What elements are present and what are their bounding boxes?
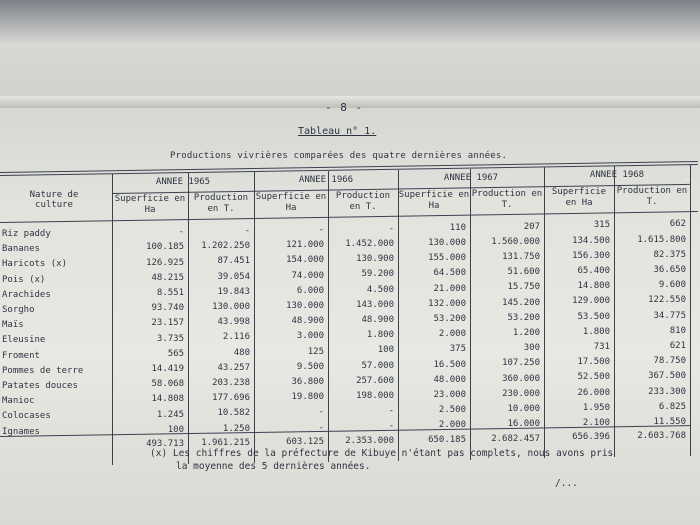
table-cell: 257.600 [356, 375, 394, 386]
table-cell: 1.202.250 [201, 241, 250, 252]
page-number: - 8 - [325, 101, 364, 114]
table-cell: 19.800 [291, 392, 324, 403]
table-cell: 154.000 [286, 255, 324, 266]
table-cell: 51.600 [507, 267, 540, 278]
table-cell: 53.500 [577, 311, 610, 322]
table-cell: 58.068 [151, 379, 184, 390]
table-cell: 130.000 [212, 302, 250, 313]
table-cell: 1.560.000 [491, 236, 540, 247]
table-cell: 110 [449, 222, 466, 233]
row-label: Patates douces [2, 381, 78, 391]
table-cell: 1.615.800 [637, 234, 686, 245]
table-cell: 9.500 [296, 361, 324, 372]
table-cell: - [388, 406, 394, 417]
total-cell: 603.125 [286, 437, 324, 447]
year-header: ANNEE 1965 [155, 177, 211, 188]
table-cell: 17.500 [577, 357, 610, 368]
row-label: Haricots (x) [2, 259, 68, 270]
table-cell: 4.500 [366, 284, 394, 295]
table-cell: 143.000 [356, 299, 394, 310]
table-cell: 8.551 [156, 288, 184, 299]
table-cell: 6.000 [296, 285, 324, 296]
table-cell: 1.200 [512, 328, 540, 338]
year-header: ANNEE 1967 [443, 172, 499, 183]
table-cell: 14.419 [151, 364, 184, 375]
column-header-nature: Nature de culture [29, 190, 79, 210]
table-cell: 16.500 [433, 359, 466, 370]
column-subheader: Superficie en Ha [551, 187, 607, 209]
table-cell: 65.400 [577, 266, 610, 277]
table-cell: 100 [167, 424, 184, 435]
table-cell: 1.800 [582, 326, 610, 337]
row-label: Maïs [2, 320, 24, 331]
table-cell: 360.000 [502, 373, 540, 384]
table-cell: 48.215 [151, 272, 184, 283]
total-cell: 650.185 [428, 434, 466, 445]
table-cell: 82.375 [653, 249, 686, 260]
table-cell: 43.998 [217, 317, 250, 328]
table-cell: 23.000 [433, 389, 466, 400]
table-cell: 36.800 [291, 377, 324, 387]
table-cell: 480 [233, 347, 250, 358]
table-cell: 53.200 [507, 312, 540, 323]
table-cell: 1.800 [366, 330, 394, 341]
continuation-mark: /... [555, 478, 578, 489]
row-label: Colocases [2, 411, 51, 422]
column-subheader: Superficie en Ha [255, 192, 327, 213]
table-title: Tableau n° 1. [298, 126, 377, 137]
table-cell: 126.925 [146, 257, 184, 268]
table-cell: 207 [523, 221, 540, 232]
table-cell: 233.300 [648, 386, 686, 397]
table-cell: 155.000 [428, 253, 466, 264]
table-cell: 53.200 [433, 313, 466, 324]
column-divider [690, 165, 691, 456]
column-subheader: Production en T. [471, 188, 543, 210]
table-cell: - [244, 226, 250, 237]
total-cell: 1.961.215 [201, 438, 250, 449]
table-cell: 145.200 [502, 297, 540, 308]
table-cell: 48.900 [291, 316, 324, 327]
table-cell: 100.185 [146, 242, 184, 253]
table-cell: 129.000 [572, 296, 610, 307]
table-cell: 1.245 [156, 409, 184, 420]
table-cell: 10.000 [507, 404, 540, 414]
table-cell: 64.500 [433, 268, 466, 279]
table-cell: - [178, 227, 184, 238]
table-cell: 662 [669, 219, 686, 230]
table-cell: 6.825 [658, 401, 686, 412]
table-cell: 367.500 [648, 371, 686, 382]
column-subheader: Production en T. [193, 193, 249, 215]
column-subheader: Production en T. [335, 190, 391, 212]
table-cell: 2.500 [438, 405, 466, 416]
row-label: Riz paddy [2, 229, 51, 239]
table-cell: 100 [377, 345, 394, 356]
table-cell: 9.600 [658, 280, 686, 291]
column-subheader: Superficie en Ha [398, 189, 470, 211]
table-cell: 375 [449, 344, 466, 355]
table-cell: 87.451 [217, 256, 250, 267]
table-cell: 731 [593, 342, 610, 353]
total-cell: 2.682.457 [491, 433, 540, 444]
table-cell: 59.200 [361, 269, 394, 280]
row-label: Pois (x) [2, 274, 46, 285]
table-cell: 39.054 [217, 271, 250, 282]
table-cell: - [388, 223, 394, 234]
table-cell: 2.000 [438, 420, 466, 431]
table-subtitle: Productions vivrières comparées des quatre dernières années. [170, 151, 508, 161]
row-label: Eleusine [2, 335, 46, 346]
table-cell: 130.000 [286, 301, 324, 311]
footnote-line-2: la moyenne des 5 dernières années. [176, 461, 371, 472]
table-cell: 177.696 [212, 393, 250, 404]
table-cell: 565 [167, 348, 184, 359]
footnote-line-1: (x) Les chiffres de la préfecture de Kibuye n'étant pas complets, nous avons pris [150, 448, 614, 459]
row-label: Sorgho [2, 305, 35, 315]
table-cell: 131.750 [502, 252, 540, 262]
row-label: Pommes de terre [2, 365, 84, 376]
total-cell: 2.353.000 [345, 435, 394, 446]
table-cell: 1.950 [582, 402, 610, 413]
table-cell: 48.900 [361, 315, 394, 326]
table-cell: 3.735 [156, 333, 184, 344]
table-cell: 121.000 [286, 240, 324, 251]
table-cell: - [318, 407, 324, 418]
table-cell: 134.500 [572, 235, 610, 246]
table-cell: - [318, 225, 324, 235]
year-header: ANNEE 1968 [589, 170, 645, 181]
table-cell: 203.238 [212, 378, 250, 389]
column-subheader: Production en T. [616, 186, 688, 208]
total-cell: 493.713 [146, 439, 184, 450]
table-cell: 2.116 [222, 332, 250, 343]
column-subheader: Superficie en Ha [114, 194, 186, 216]
table-cell: 43.257 [217, 362, 250, 373]
table-cell: 19.843 [217, 286, 250, 297]
table-cell: 230.000 [502, 388, 540, 399]
table-cell: 621 [669, 340, 686, 351]
table-cell: 26.000 [577, 387, 610, 398]
table-cell: 810 [669, 325, 686, 336]
table-cell: 78.750 [653, 356, 686, 367]
table-cell: 14.800 [577, 281, 610, 292]
table-cell: 52.500 [577, 372, 610, 383]
table-cell: 10.582 [217, 408, 250, 419]
row-label: Bananes [2, 244, 40, 255]
table-cell: 2.000 [438, 329, 466, 340]
table-cell: 130.000 [428, 237, 466, 248]
table-cell: 1.250 [222, 423, 250, 434]
table-cell: 130.900 [356, 254, 394, 265]
table-cell: 21.000 [433, 283, 466, 294]
table-cell: 14.808 [151, 394, 184, 405]
row-label: Arachides [2, 289, 51, 300]
table-cell: 3.000 [296, 331, 324, 342]
row-label: Froment [2, 350, 40, 361]
table-cell: 107.250 [502, 358, 540, 369]
table-cell: 16.000 [507, 419, 540, 430]
table-cell: 57.000 [361, 360, 394, 371]
table-cell: 11.550 [653, 416, 686, 427]
table-cell: 132.000 [428, 298, 466, 309]
table-cell: 74.000 [291, 270, 324, 281]
table-cell: 34.775 [653, 310, 686, 321]
total-cell: 656.396 [572, 432, 610, 443]
row-label: Manioc [2, 396, 35, 407]
table-cell: 125 [307, 346, 324, 357]
table-cell: 1.452.000 [345, 239, 394, 250]
table-cell: 315 [593, 220, 610, 231]
table-cell: 93.740 [151, 303, 184, 314]
total-cell: 2.603.768 [637, 431, 686, 442]
table-cell: 300 [523, 343, 540, 354]
table-cell: 36.650 [653, 264, 686, 275]
table-cell: 15.750 [507, 282, 540, 293]
row-label: Ignames [2, 426, 40, 437]
table-cell: - [388, 421, 394, 432]
table-cell: 48.000 [433, 374, 466, 385]
table-cell: 198.000 [356, 391, 394, 402]
table-cell: - [318, 422, 324, 433]
table-cell: 2.100 [582, 418, 610, 429]
table-cell: 122.550 [648, 295, 686, 306]
table-cell: 156.300 [572, 250, 610, 261]
table-cell: 23.157 [151, 318, 184, 329]
year-header: ANNEE 1966 [298, 175, 354, 185]
